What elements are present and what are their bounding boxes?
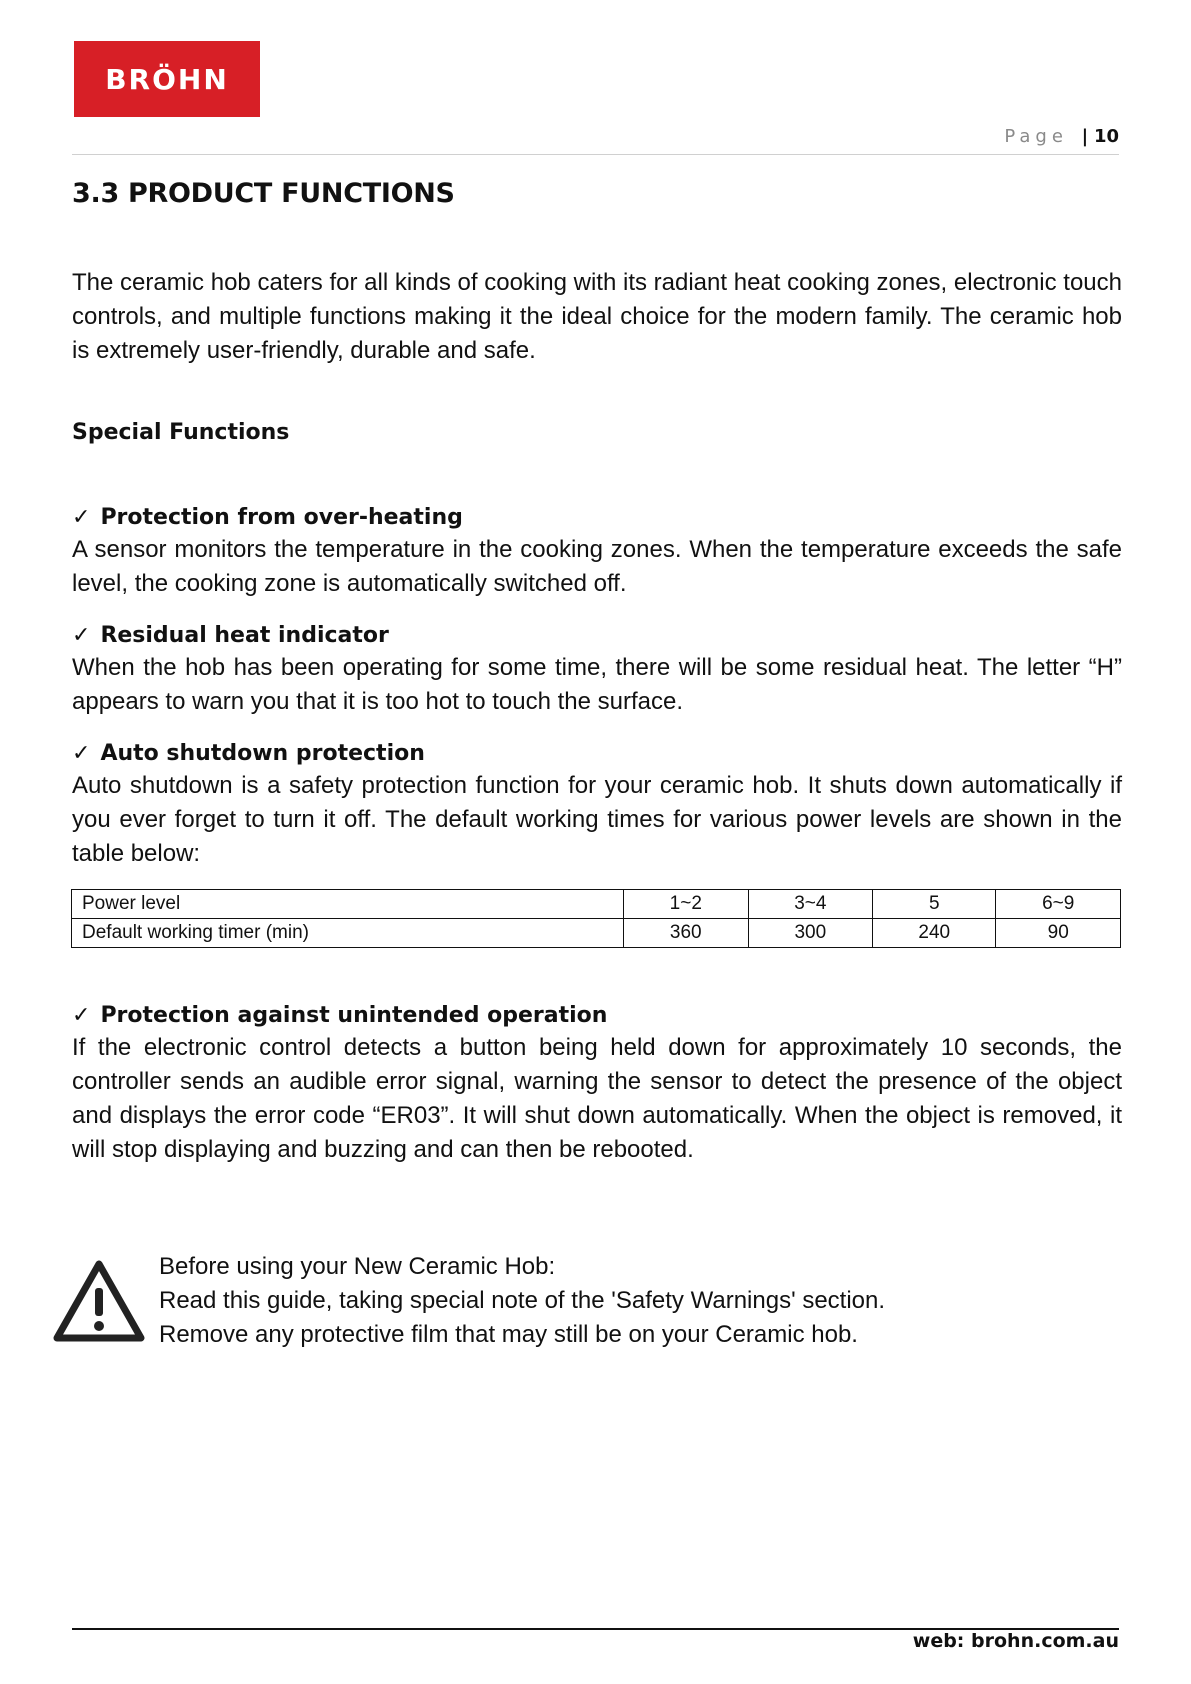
logo-text: BRÖHN [105, 62, 229, 96]
intro-block [72, 266, 1122, 368]
warning-text [159, 1250, 885, 1352]
function-title: Residual heat indicator [100, 623, 389, 648]
warning-line: Read this guide, taking special note of the 'Safety Warnings' section. [159, 1287, 886, 1314]
function-item [72, 621, 1122, 719]
table-cell: 5 [873, 890, 996, 919]
function-item [72, 739, 1122, 871]
warning-icon [52, 1258, 146, 1344]
brand-logo [74, 41, 260, 117]
function-text: When the hob has been operating for some time, there will be some residual heat. The letter “H” appears to warn you that it is too hot to touch the surface. [72, 654, 1122, 715]
warning-line: Remove any protective film that may still be on your Ceramic hob. [159, 1321, 858, 1348]
check-icon: ✓ [72, 505, 91, 530]
working-timer-table [71, 889, 1121, 948]
intro-paragraph: The ceramic hob caters for all kinds of cooking with its radiant heat cooking zones, electronic touch controls, and multiple functions making it the ideal choice for the modern family. The ceramic hob is extremely user-friendly, durable and safe. [72, 269, 1122, 364]
page-number [1004, 126, 1119, 147]
table-cell: 3~4 [748, 890, 873, 919]
table-cell: 6~9 [996, 890, 1121, 919]
table-cell: 300 [748, 919, 873, 948]
table-cell: 90 [996, 919, 1121, 948]
table-cell: Default working timer (min) [72, 919, 624, 948]
function-title: Protection against unintended operation [100, 1003, 608, 1028]
footer-web: web: brohn.com.au [912, 1630, 1119, 1652]
page-label: Page [1004, 126, 1068, 147]
function-item [72, 503, 1122, 601]
table-cell: Power level [72, 890, 624, 919]
function-text: Auto shutdown is a safety protection function for your ceramic hob. It shuts down automatically if you ever forget to turn it off. The default working times for various power levels are shown in the table below: [72, 772, 1122, 867]
table-row [72, 919, 1121, 948]
function-title: Auto shutdown protection [100, 741, 425, 766]
table-cell: 1~2 [624, 890, 749, 919]
check-icon: ✓ [72, 623, 91, 648]
warning-line: Before using your New Ceramic Hob: [159, 1253, 556, 1280]
table-row [72, 890, 1121, 919]
header-divider [72, 154, 1119, 155]
check-icon: ✓ [72, 741, 91, 766]
table-cell: 360 [624, 919, 749, 948]
page-number-value: 10 [1093, 126, 1119, 147]
function-title: Protection from over-heating [100, 505, 463, 530]
special-functions-heading: Special Functions [72, 420, 290, 445]
warning-note [52, 1250, 1122, 1360]
function-item [72, 1001, 1122, 1167]
function-text: If the electronic control detects a button being held down for approximately 10 seconds, the controller sends an audible error signal, warning the sensor to detect the presence of the object and displays the error code “ER03”. It will shut down automatically. When the object is removed, it will stop displaying and buzzing and can then be rebooted. [72, 1034, 1122, 1163]
check-icon: ✓ [72, 1003, 91, 1028]
section-title: 3.3 PRODUCT FUNCTIONS [72, 178, 455, 209]
table-cell: 240 [873, 919, 996, 948]
page-separator: | [1081, 126, 1089, 147]
function-text: A sensor monitors the temperature in the cooking zones. When the temperature exceeds the safe level, the cooking zone is automatically switched off. [72, 536, 1122, 597]
